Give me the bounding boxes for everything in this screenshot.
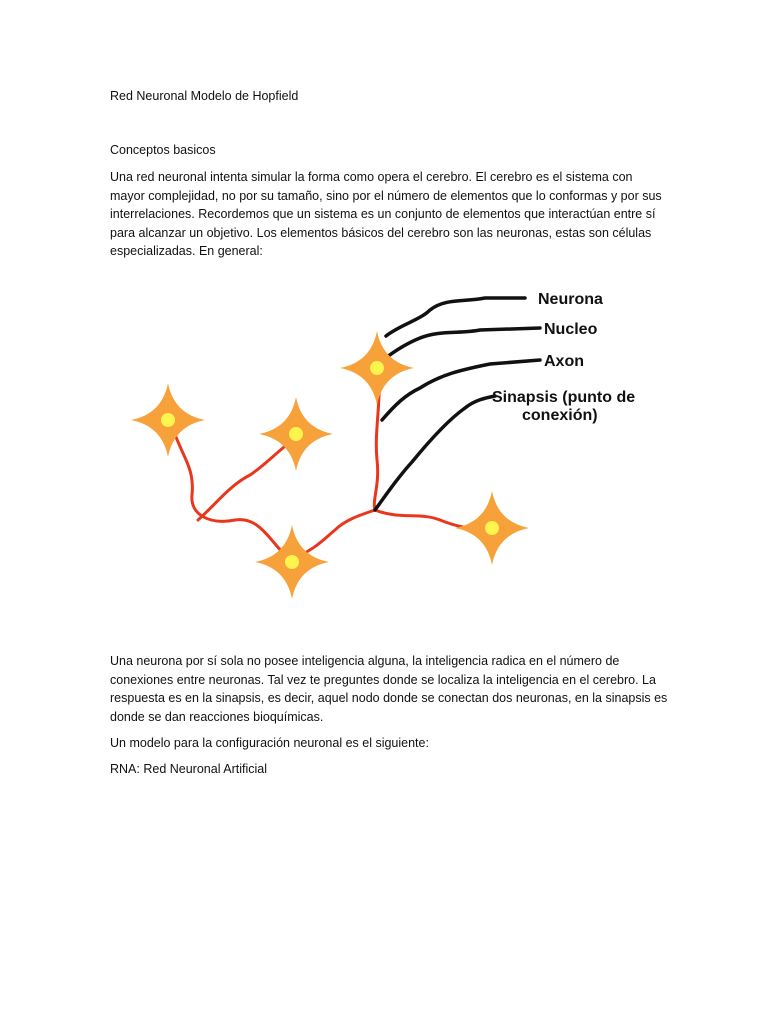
neuron-3 — [340, 331, 414, 405]
label-axon: Axon — [544, 353, 584, 370]
paragraph-rna: RNA: Red Neuronal Artificial — [110, 762, 268, 776]
neuron-nucleus — [289, 427, 303, 441]
document-title: Red Neuronal Modelo de Hopfield — [110, 89, 299, 103]
label-sinapsis-line1: Sinapsis (punto de — [492, 389, 636, 406]
neuron-nucleus — [285, 555, 299, 569]
label-neurona: Neurona — [538, 291, 603, 308]
neuron-4 — [255, 525, 329, 599]
neuron-1 — [131, 383, 205, 457]
paragraph-intelligence: Una neurona por sí sola no posee inteligencia alguna, la inteligencia radica en el número de conexiones entre neuronas. Tal vez te preguntes donde se localiza la inteligencia en el cerebro. La respuesta es en la sinapsis, es decir, aquel nodo donde se conectan dos neuronas, en la sinapsis es donde se dan reacciones bioquímicas. — [110, 654, 668, 724]
axon-line — [198, 438, 295, 520]
section-heading: Conceptos basicos — [110, 143, 216, 157]
pointer-nucleo — [378, 328, 540, 364]
pointer-sinapsis — [375, 396, 495, 510]
paragraph-model-intro: Un modelo para la configuración neuronal es el siguiente: — [110, 736, 429, 750]
neuron-nucleus — [485, 521, 499, 535]
label-sinapsis-line2: conexión) — [522, 407, 598, 424]
neuron-5 — [455, 491, 529, 565]
neuron-nucleus — [370, 361, 384, 375]
neuron-diagram — [120, 280, 660, 610]
neuron-nucleus — [161, 413, 175, 427]
paragraph-intro: Una red neuronal intenta simular la forma como opera el cerebro. El cerebro es el sistema con mayor complejidad, no por su tamaño, sino por el número de elementos que lo conformas y por sus interrelaciones. Recordemos que un sistema es un conjunto de elementos que interactúan entre sí para alcanzar un objetivo. Los elementos básicos del cerebro son las neuronas, estas son células especializadas. En general: — [110, 170, 662, 258]
label-nucleo: Nucleo — [544, 321, 598, 338]
